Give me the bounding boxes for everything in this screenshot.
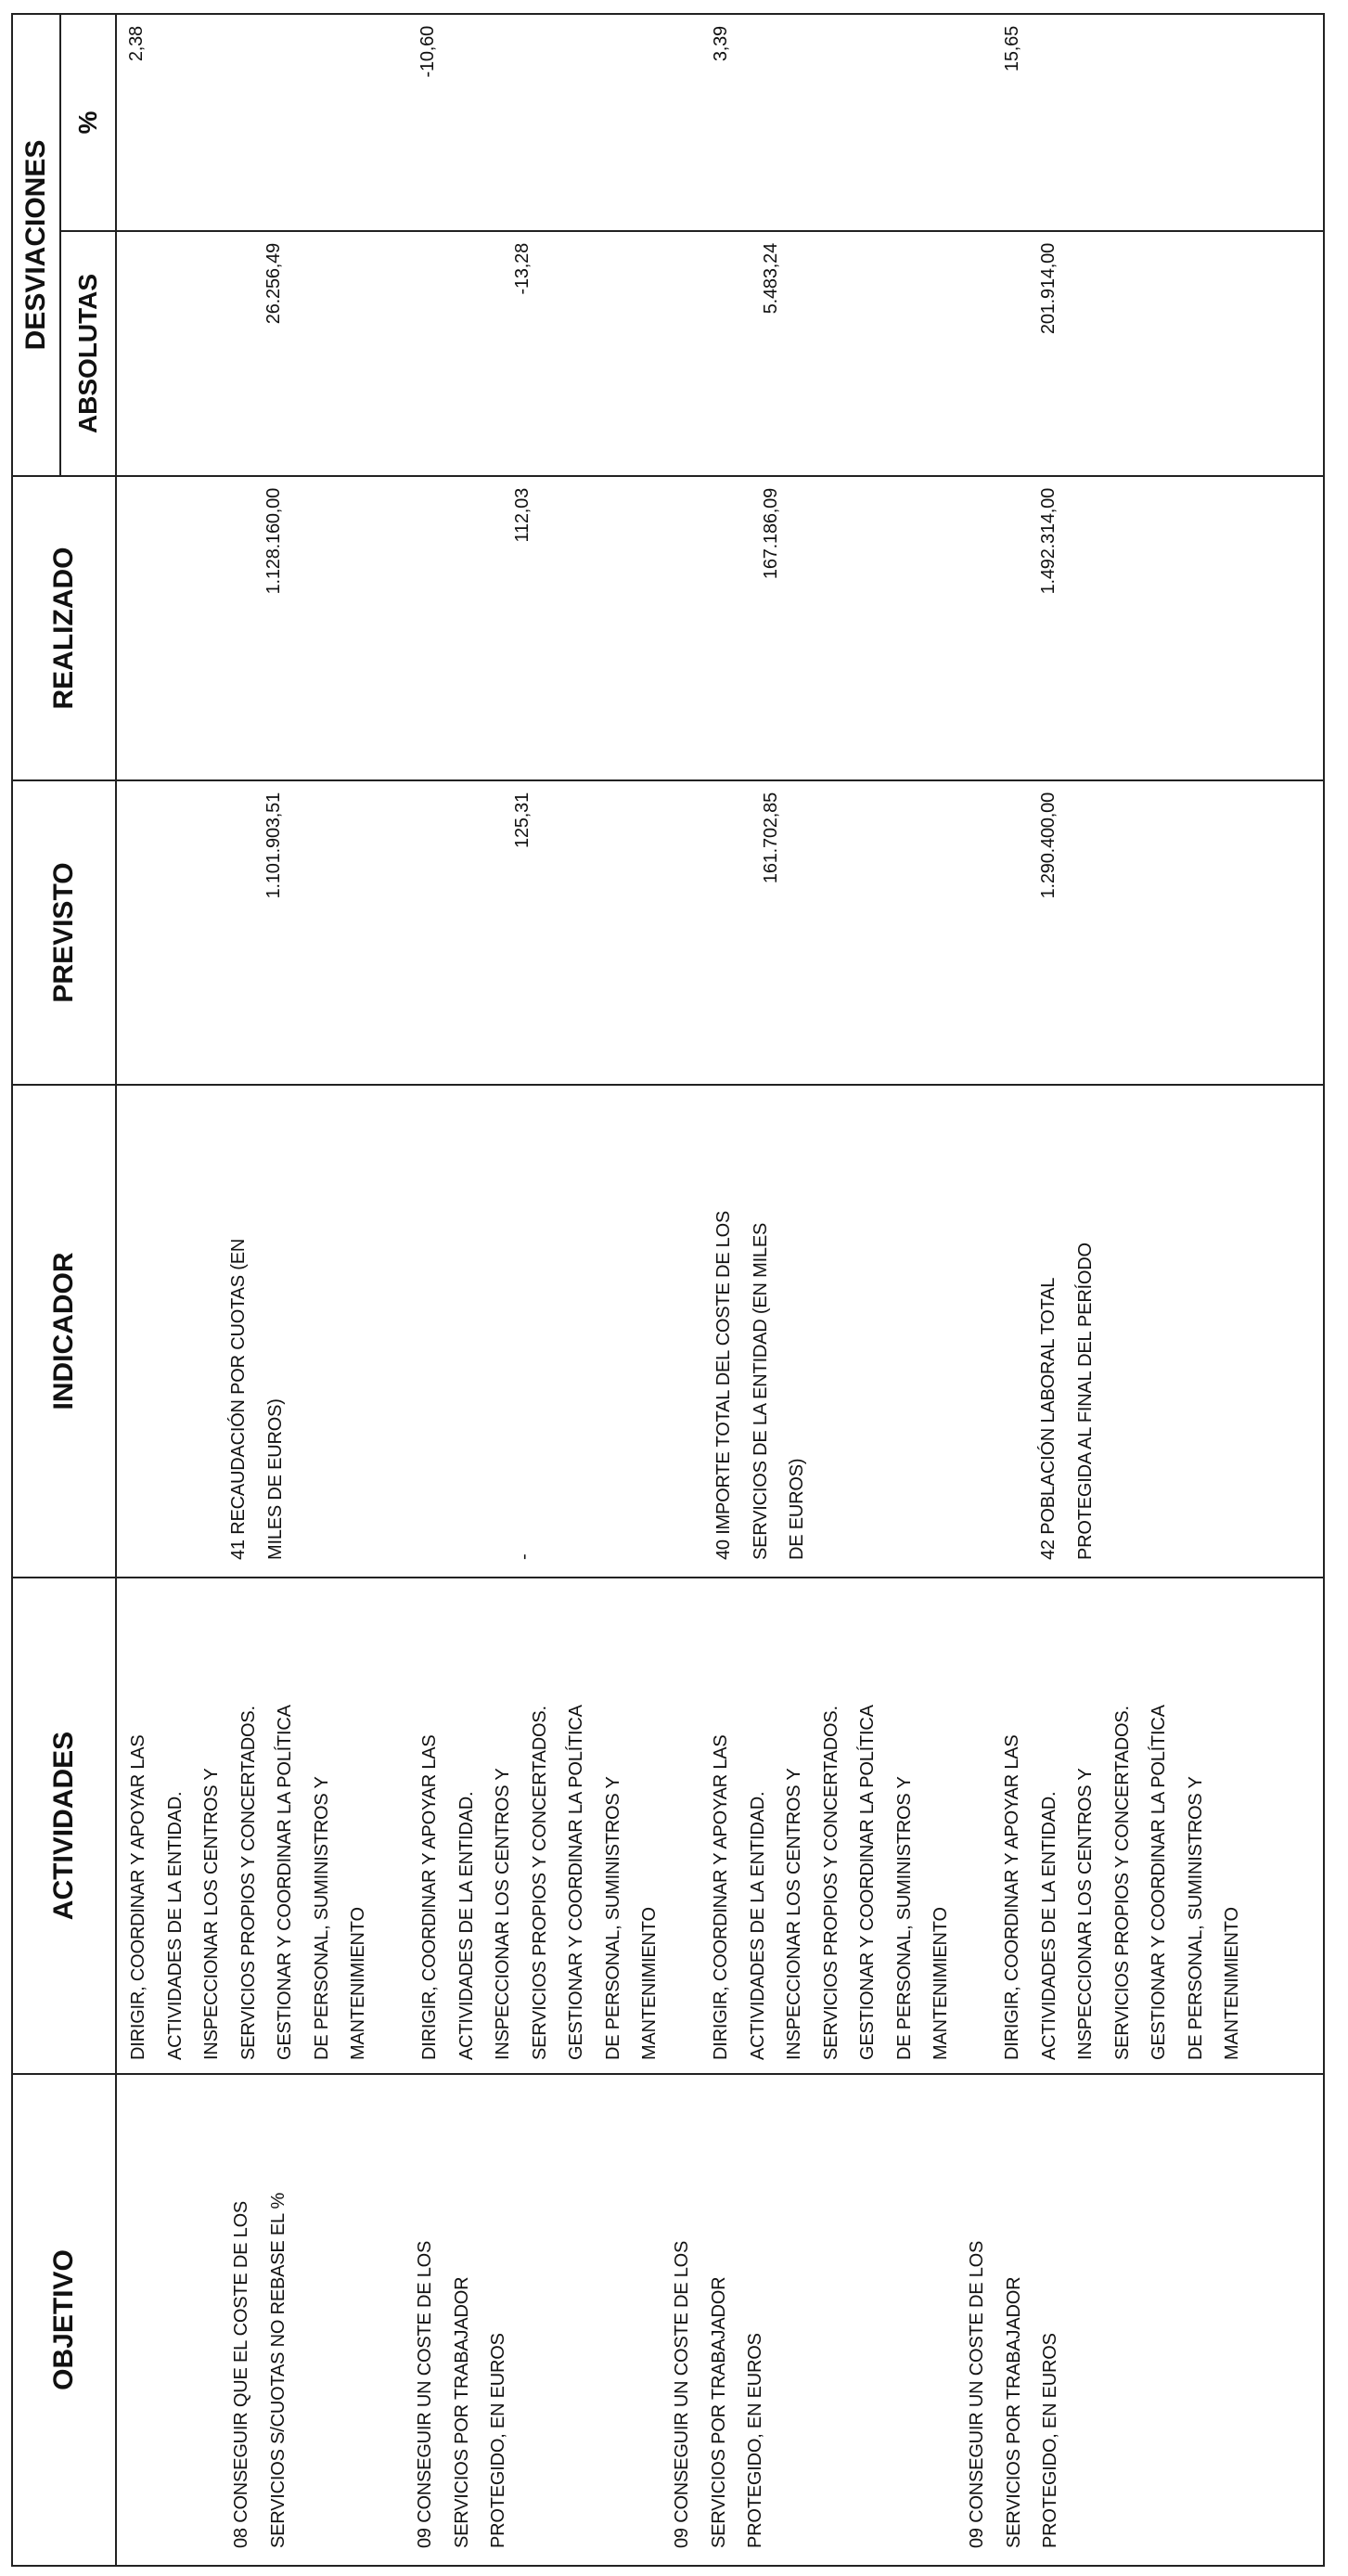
header-absolutas: ABSOLUTAS — [60, 231, 116, 476]
porcentaje-value: -10,60 — [417, 26, 438, 78]
indicador-line: 42 POBLACIÓN LABORAL TOTAL — [1038, 1277, 1059, 1560]
header-objetivo: OBJETIVO — [12, 2074, 116, 2566]
actividades-line: INSPECCIONAR LOS CENTROS Y — [784, 1768, 804, 2060]
realizado-cell — [116, 476, 1324, 780]
indicador-line: SERVICIOS DE LA ENTIDAD (EN MILES — [750, 1222, 771, 1560]
realizado-value: 1.492.314,00 — [1038, 488, 1059, 595]
realizado-value: 167.186,09 — [761, 488, 781, 580]
objetivo-line: SERVICIOS POR TRABAJADOR — [1003, 2276, 1024, 2548]
actividades-line: SERVICIOS PROPIOS Y CONCERTADOS. — [820, 1706, 841, 2060]
actividades-row-4 — [995, 1578, 1252, 2073]
indicador-line: 41 RECAUDACIÓN POR CUOTAS (EN — [228, 1238, 249, 1560]
porcentaje-value: 3,39 — [711, 26, 731, 62]
objetivo-line: SERVICIOS S/CUOTAS NO REBASE EL % — [267, 2192, 289, 2548]
indicador-cell — [116, 1085, 1324, 1578]
objetivo-line: 09 CONSEGUIR UN COSTE DE LOS — [967, 2240, 987, 2548]
actividades-line: DE PERSONAL, SUMINISTROS Y — [1185, 1776, 1206, 2060]
actividades-line: SERVICIOS PROPIOS Y CONCERTADOS. — [1111, 1706, 1133, 2060]
objetivo-cell — [116, 2074, 1324, 2566]
indicador-line: PROTEGIDA AL FINAL DEL PERÍODO — [1074, 1243, 1096, 1560]
actividades-line: MANTENIMIENTO — [348, 1907, 368, 2060]
objetivo-line: PROTEGIDO, EN EUROS — [1040, 2333, 1060, 2548]
previsto-value: 125,31 — [512, 792, 533, 848]
actividades-line: DIRIGIR, COORDINAR Y APOYAR LAS — [1002, 1734, 1022, 2060]
absolutas-value: -13,28 — [512, 243, 533, 295]
objetivo-row-4 — [959, 2075, 1070, 2565]
objetivo-line: PROTEGIDO, EN EUROS — [745, 2333, 765, 2548]
actividades-line: SERVICIOS PROPIOS Y CONCERTADOS. — [529, 1706, 550, 2060]
header-indicador: INDICADOR — [12, 1085, 116, 1578]
actividades-line: DE PERSONAL, SUMINISTROS Y — [311, 1776, 332, 2060]
objetivo-line: SERVICIOS POR TRABAJADOR — [708, 2276, 729, 2548]
objetivo-line: 09 CONSEGUIR UN COSTE DE LOS — [672, 2240, 692, 2548]
realizado-value: 1.128.160,00 — [263, 488, 284, 595]
header-desviaciones: DESVIACIONES — [12, 14, 60, 476]
absolutas-value: 5.483,24 — [761, 243, 781, 315]
porcentaje-cell — [116, 14, 1324, 231]
previsto-value: 1.101.903,51 — [263, 792, 284, 899]
header-previsto: PREVISTO — [12, 780, 116, 1085]
header-realizado: REALIZADO — [12, 476, 116, 780]
objetivo-line: SERVICIOS POR TRABAJADOR — [451, 2276, 472, 2548]
actividades-line: DE PERSONAL, SUMINISTROS Y — [602, 1776, 623, 2060]
previsto-value: 1.290.400,00 — [1038, 792, 1059, 899]
porcentaje-value: 2,38 — [126, 26, 147, 62]
actividades-line: DIRIGIR, COORDINAR Y APOYAR LAS — [711, 1734, 731, 2060]
objetivo-row-2 — [407, 2075, 518, 2565]
actividades-line: ACTIVIDADES DE LA ENTIDAD. — [456, 1791, 477, 2060]
objetivo-row-3 — [664, 2075, 775, 2565]
indicador-line: DE EUROS) — [787, 1458, 807, 1560]
indicador-row-2 — [507, 1086, 544, 1577]
actividades-line: GESTIONAR Y COORDINAR LA POLÍTICA — [275, 1705, 295, 2060]
indicador-row-3 — [706, 1086, 816, 1577]
actividades-line: INSPECCIONAR LOS CENTROS Y — [201, 1768, 222, 2060]
actividades-line: ACTIVIDADES DE LA ENTIDAD. — [747, 1791, 768, 2060]
actividades-line: MANTENIMIENTO — [639, 1907, 660, 2060]
indicador-line: - — [514, 1553, 534, 1560]
absolutas-value: 26.256,49 — [263, 243, 284, 325]
actividades-line: MANTENIMIENTO — [1222, 1907, 1242, 2060]
actividades-line: GESTIONAR Y COORDINAR LA POLÍTICA — [566, 1705, 586, 2060]
actividades-line: SERVICIOS PROPIOS Y CONCERTADOS. — [238, 1706, 259, 2060]
indicador-line: 40 IMPORTE TOTAL DEL COSTE DE LOS — [713, 1210, 734, 1560]
objetivo-row-1 — [224, 2075, 297, 2565]
actividades-line: DE PERSONAL, SUMINISTROS Y — [893, 1776, 915, 2060]
indicador-row-4 — [1031, 1086, 1104, 1577]
absolutas-value: 201.914,00 — [1038, 243, 1059, 335]
objetivo-line: 08 CONSEGUIR QUE EL COSTE DE LOS — [231, 2200, 251, 2548]
actividades-line: INSPECCIONAR LOS CENTROS Y — [1075, 1768, 1096, 2060]
actividades-line: DIRIGIR, COORDINAR Y APOYAR LAS — [128, 1734, 148, 2060]
header-actividades: ACTIVIDADES — [12, 1578, 116, 2074]
header-porcentaje: % — [60, 14, 116, 231]
indicador-row-1 — [221, 1086, 294, 1577]
actividades-line: GESTIONAR Y COORDINAR LA POLÍTICA — [1149, 1705, 1169, 2060]
actividades-cell — [116, 1578, 1324, 2074]
actividades-row-2 — [412, 1578, 669, 2073]
realizado-value: 112,03 — [512, 488, 533, 543]
actividades-line: MANTENIMIENTO — [931, 1907, 951, 2060]
objetivo-line: 09 CONSEGUIR UN COSTE DE LOS — [415, 2240, 435, 2548]
actividades-line: INSPECCIONAR LOS CENTROS Y — [493, 1768, 513, 2060]
actividades-line: ACTIVIDADES DE LA ENTIDAD. — [1038, 1791, 1059, 2060]
indicador-line: MILES DE EUROS) — [264, 1398, 286, 1560]
absolutas-cell — [116, 231, 1324, 476]
actividades-row-3 — [703, 1578, 960, 2073]
previsto-cell — [116, 780, 1324, 1085]
previsto-value: 161.702,85 — [761, 792, 781, 884]
actividades-line: GESTIONAR Y COORDINAR LA POLÍTICA — [857, 1705, 878, 2060]
actividades-line: DIRIGIR, COORDINAR Y APOYAR LAS — [419, 1734, 440, 2060]
objetivo-line: PROTEGIDO, EN EUROS — [488, 2333, 508, 2548]
objectives-table — [11, 13, 1325, 2567]
porcentaje-value: 15,65 — [1002, 26, 1022, 72]
actividades-row-1 — [121, 1578, 378, 2073]
actividades-line: ACTIVIDADES DE LA ENTIDAD. — [164, 1791, 186, 2060]
